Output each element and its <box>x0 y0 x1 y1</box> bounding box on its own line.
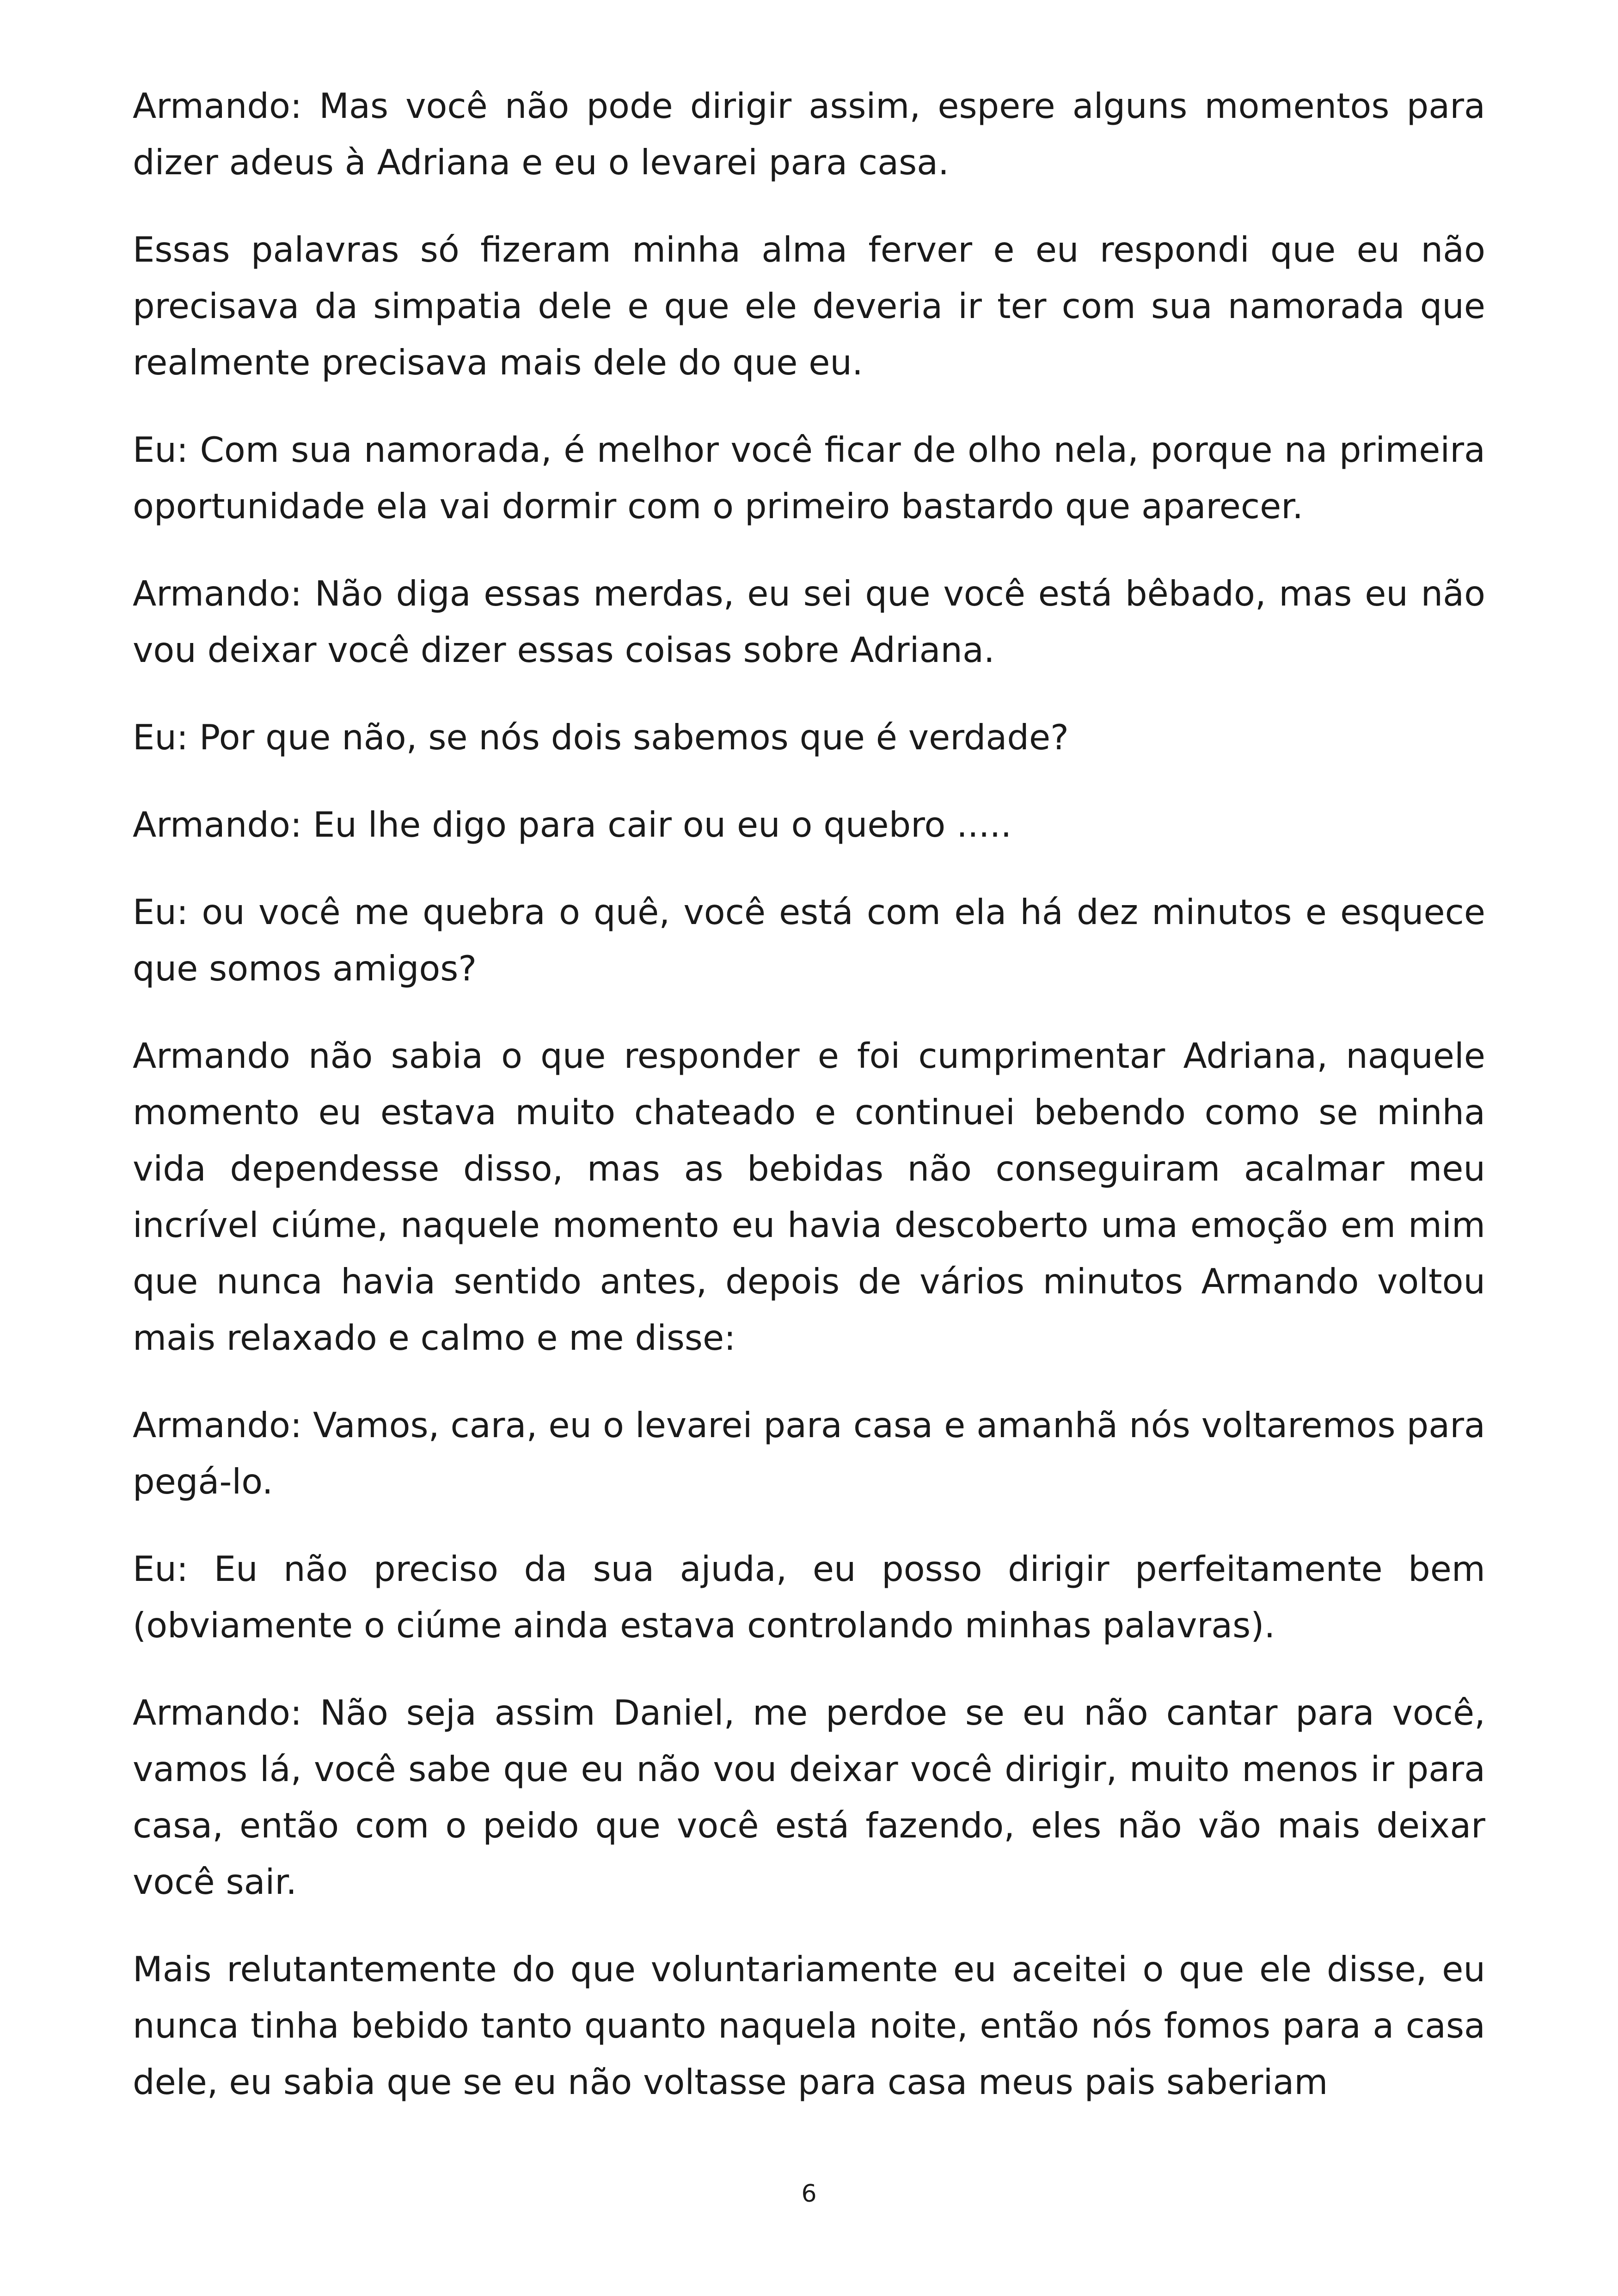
page-number: 6 <box>801 2180 817 2208</box>
paragraph: Armando não sabia o que responder e foi cumprimentar Adriana, naquele momento eu estava muito chateado e continuei bebendo como se minha vida dependesse disso, mas as bebidas não conseguiram acalmar meu incrível ciúme, naquele momento eu havia descoberto uma emoção em mim que nunca havia sentido antes, depois de vários minutos Armando voltou mais relaxado e calmo e me disse: <box>133 1035 1485 1358</box>
paragraph: Eu: Por que não, se nós dois sabemos que é verdade? <box>133 717 1069 758</box>
paragraph: Armando: Não diga essas merdas, eu sei que você está bêbado, mas eu não vou deixar você dizer essas coisas sobre Adriana. <box>133 573 1485 670</box>
paragraph: Eu: ou você me quebra o quê, você está com ela há dez minutos e esquece que somos amigos? <box>133 892 1485 989</box>
paragraph: Mais relutantemente do que voluntariamente eu aceitei o que ele disse, eu nunca tinha bebido tanto quanto naquela noite, então nós fomos para a casa dele, eu sabia que se eu não voltasse para casa meus pais saberiam <box>133 1949 1485 2102</box>
paragraph: Armando: Mas você não pode dirigir assim, espere alguns momentos para dizer adeus à Adriana e eu o levarei para casa. <box>133 86 1485 183</box>
paragraph: Armando: Não seja assim Daniel, me perdoe se eu não cantar para você, vamos lá, você sabe que eu não vou deixar você dirigir, muito menos ir para casa, então com o peido que você está fazendo, eles não vão mais deixar você sair. <box>133 1692 1485 1902</box>
paragraph: Essas palavras só fizeram minha alma ferver e eu respondi que eu não precisava da simpatia dele e que ele deveria ir ter com sua namorada que realmente precisava mais dele do que eu. <box>133 229 1485 383</box>
paragraph: Eu: Com sua namorada, é melhor você ficar de olho nela, porque na primeira oportunidade ela vai dormir com o primeiro bastardo que aparecer. <box>133 429 1485 527</box>
paragraph: Eu: Eu não preciso da sua ajuda, eu posso dirigir perfeitamente bem (obviamente o ciúme ainda estava controlando minhas palavras). <box>133 1549 1485 1646</box>
paragraph: Armando: Eu lhe digo para cair ou eu o quebro ..... <box>133 804 1012 845</box>
body-text <box>133 78 1485 2141</box>
paragraph: Armando: Vamos, cara, eu o levarei para casa e amanhã nós voltaremos para pegá-lo. <box>133 1405 1485 1502</box>
